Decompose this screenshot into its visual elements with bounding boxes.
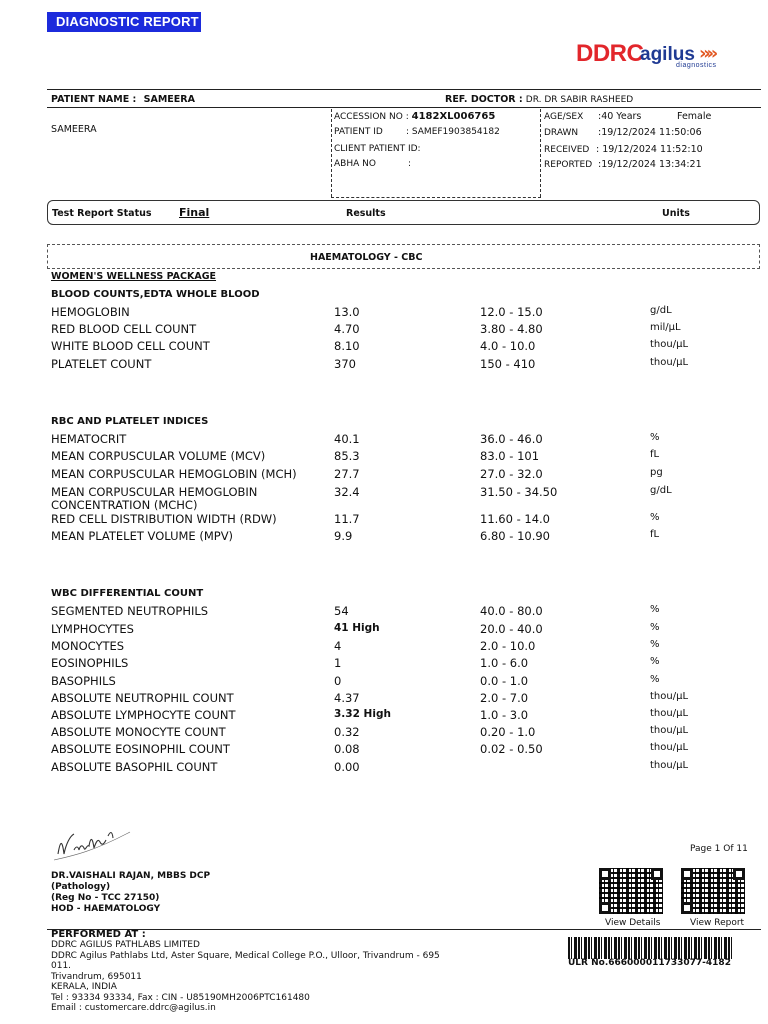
- reference-range: 20.0 - 40.0: [480, 622, 543, 636]
- reference-range: 0.20 - 1.0: [480, 725, 536, 739]
- patient-sub-name: SAMEERA: [51, 124, 97, 135]
- result-row: [51, 656, 751, 673]
- test-name: RED CELL DISTRIBUTION WIDTH (RDW): [51, 512, 277, 526]
- report-status-bar: [47, 200, 760, 225]
- test-name: BASOPHILS: [51, 674, 116, 688]
- lab-address-line: 011.: [51, 961, 72, 971]
- signatory-dept: (Pathology): [51, 882, 111, 892]
- result-row: [51, 432, 751, 449]
- result-row: [51, 467, 751, 484]
- lab-address-block: [51, 940, 440, 1014]
- result-row: [51, 485, 751, 515]
- age-sex-label: AGE/SEX: [544, 112, 584, 122]
- reference-range: 12.0 - 15.0: [480, 305, 543, 319]
- test-name: EOSINOPHILS: [51, 656, 129, 670]
- patient-name-row: [51, 94, 195, 105]
- patient-id-row: [334, 127, 500, 137]
- test-value: 0.08: [334, 742, 360, 756]
- group-title: BLOOD COUNTS,EDTA WHOLE BLOOD: [51, 289, 260, 300]
- result-row: [51, 725, 751, 742]
- test-unit: %: [650, 512, 660, 523]
- test-name: RED BLOOD CELL COUNT: [51, 322, 197, 336]
- test-value: 4.37: [334, 691, 360, 705]
- test-name: HEMOGLOBIN: [51, 305, 130, 319]
- test-unit: thou/µL: [650, 760, 689, 771]
- reference-range: 40.0 - 80.0: [480, 604, 543, 618]
- test-value: 11.7: [334, 512, 360, 526]
- signatory-role: HOD - HAEMATOLOGY: [51, 904, 161, 914]
- test-value: 4.70: [334, 322, 360, 336]
- test-value: 85.3: [334, 449, 360, 463]
- result-row: [51, 529, 751, 546]
- test-unit: g/dL: [650, 305, 672, 316]
- group-title: WBC DIFFERENTIAL COUNT: [51, 588, 204, 599]
- logo-chevron-icon: »»: [699, 43, 715, 64]
- signatory-name: DR.VAISHALI RAJAN, MBBS DCP: [51, 871, 211, 881]
- reference-range: 150 - 410: [480, 357, 536, 371]
- company-logo: [568, 40, 728, 74]
- test-name: MEAN CORPUSCULAR HEMOGLOBIN (MCH): [51, 467, 297, 481]
- page-number: Page 1 Of 11: [690, 844, 748, 854]
- footer-divider: [47, 929, 761, 930]
- test-name: MONOCYTES: [51, 639, 125, 653]
- test-value: 1: [334, 656, 342, 670]
- received-time: : 19/12/2024 11:52:10: [596, 144, 703, 155]
- info-divider-mid: [540, 109, 541, 197]
- units-header: Units: [662, 208, 690, 219]
- group-title: RBC AND PLATELET INDICES: [51, 416, 209, 427]
- ulr-number: ULR No.666000011733077-4182: [568, 958, 731, 968]
- result-row: [51, 674, 751, 691]
- test-name: PLATELET COUNT: [51, 357, 152, 371]
- test-name: MEAN CORPUSCULAR HEMOGLOBIN: [51, 485, 258, 499]
- client-id-label: CLIENT PATIENT ID:: [334, 144, 421, 154]
- performed-at-title: PERFORMED AT :: [51, 929, 146, 940]
- abha-label: ABHA NO: [334, 159, 376, 169]
- test-unit: %: [650, 639, 660, 650]
- ref-doctor-label: REF. DOCTOR :: [445, 94, 523, 105]
- result-row: [51, 691, 751, 708]
- accession-label: ACCESSION NO :: [334, 112, 409, 122]
- result-row: [51, 604, 751, 621]
- accession-number: 4182XL006765: [411, 111, 496, 122]
- logo-main-text: DDRC: [576, 40, 644, 67]
- reference-range: 1.0 - 3.0: [480, 708, 529, 722]
- section-heading-box: [47, 244, 760, 269]
- test-name: ABSOLUTE NEUTROPHIL COUNT: [51, 691, 234, 705]
- test-value: 8.10: [334, 339, 360, 353]
- result-row: [51, 760, 751, 777]
- patient-name: SAMEERA: [143, 94, 195, 105]
- view-report-qr-icon[interactable]: [681, 868, 745, 914]
- view-details-caption[interactable]: View Details: [605, 918, 661, 928]
- reference-range: 3.80 - 4.80: [480, 322, 543, 336]
- reference-range: 6.80 - 10.90: [480, 529, 550, 543]
- result-row: [51, 512, 751, 529]
- received-label: RECEIVED: [544, 145, 590, 155]
- patient-id-label: PATIENT ID: [334, 127, 383, 137]
- reference-range: 27.0 - 32.0: [480, 467, 543, 481]
- test-unit: pg: [650, 467, 663, 478]
- age-sex-row: [544, 111, 754, 122]
- patient-id: : SAMEF1903854182: [406, 127, 500, 137]
- abha-row: [334, 159, 412, 169]
- test-name: WHITE BLOOD CELL COUNT: [51, 339, 210, 353]
- test-value: 0.32: [334, 725, 360, 739]
- test-unit: fL: [650, 449, 660, 460]
- result-row: [51, 357, 751, 374]
- test-value: 9.9: [334, 529, 353, 543]
- reference-range: 0.02 - 0.50: [480, 742, 543, 756]
- test-name: ABSOLUTE EOSINOPHIL COUNT: [51, 742, 230, 756]
- test-value: 40.1: [334, 432, 360, 446]
- result-row: [51, 639, 751, 656]
- test-name: ABSOLUTE BASOPHIL COUNT: [51, 760, 218, 774]
- accession-row: [334, 111, 495, 122]
- lab-address-line: Trivandrum, 695011: [51, 971, 142, 982]
- result-row: [51, 449, 751, 466]
- lab-address-line: DDRC Agilus Pathlabs Ltd, Aster Square, Medical College P.O., Ulloor, Trivandrum - 695: [51, 950, 440, 961]
- result-row: [51, 708, 751, 725]
- reference-range: 11.60 - 14.0: [480, 512, 550, 526]
- reference-range: 2.0 - 7.0: [480, 691, 529, 705]
- abha-value: :: [408, 159, 412, 169]
- result-row: [51, 742, 751, 759]
- test-value: 0: [334, 674, 342, 688]
- test-unit: fL: [650, 529, 660, 540]
- test-unit: g/dL: [650, 485, 672, 496]
- header-divider: [47, 89, 761, 90]
- test-value-flagged: 3.32 High: [334, 708, 391, 720]
- test-value: 0.00: [334, 760, 360, 774]
- signature-image: [52, 824, 134, 868]
- test-unit: thou/µL: [650, 339, 689, 350]
- test-value: 4: [334, 639, 342, 653]
- view-details-qr-icon[interactable]: [599, 868, 663, 914]
- test-unit: mil/µL: [650, 322, 681, 333]
- test-value: 32.4: [334, 485, 360, 499]
- lab-address-line: Tel : 93334 93334, Fax : CIN - U85190MH2006PTC161480: [51, 992, 310, 1003]
- info-divider-bottom: [331, 197, 541, 198]
- reference-range: 83.0 - 101: [480, 449, 540, 463]
- ulr-barcode-icon: [568, 937, 734, 959]
- reference-range: 1.0 - 6.0: [480, 656, 529, 670]
- received-row: [544, 144, 754, 155]
- result-row: [51, 622, 751, 639]
- info-divider-left: [331, 109, 332, 197]
- ref-doctor: DR. DR SABIR RASHEED: [525, 95, 634, 105]
- reported-row: [544, 159, 754, 170]
- test-name: ABSOLUTE LYMPHOCYTE COUNT: [51, 708, 236, 722]
- status-value: Final: [179, 206, 210, 219]
- test-unit: %: [650, 432, 660, 443]
- test-unit: thou/µL: [650, 357, 689, 368]
- test-name: SEGMENTED NEUTROPHILS: [51, 604, 209, 618]
- drawn-label: DRAWN: [544, 128, 579, 138]
- lab-address-line: Email : customercare.ddrc@agilus.in: [51, 1003, 216, 1013]
- drawn-row: [544, 127, 754, 138]
- result-row: [51, 339, 751, 356]
- result-row: [51, 305, 751, 322]
- test-name: MEAN PLATELET VOLUME (MPV): [51, 529, 234, 543]
- lab-address-line: DDRC AGILUS PATHLABS LIMITED: [51, 940, 200, 950]
- reference-range: 4.0 - 10.0: [480, 339, 536, 353]
- test-unit: thou/µL: [650, 725, 689, 736]
- reference-range: 2.0 - 10.0: [480, 639, 536, 653]
- result-row: [51, 322, 751, 339]
- ref-doctor-row: [445, 94, 633, 105]
- test-name: LYMPHOCYTES: [51, 622, 134, 636]
- age: :40 Years: [598, 111, 642, 122]
- results-header: Results: [346, 208, 386, 219]
- logo-second-text: agilus: [640, 44, 695, 65]
- test-unit: thou/µL: [650, 742, 689, 753]
- package-title: WOMEN'S WELLNESS PACKAGE: [51, 271, 217, 282]
- status-label: Test Report Status: [52, 208, 152, 219]
- test-name-continued: CONCENTRATION (MCHC): [51, 498, 198, 512]
- test-value-flagged: 41 High: [334, 622, 380, 634]
- report-type-tag: DIAGNOSTIC REPORT: [47, 12, 201, 32]
- test-value: 27.7: [334, 467, 360, 481]
- reported-label: REPORTED: [544, 160, 593, 170]
- section-title: HAEMATOLOGY - CBC: [310, 252, 423, 263]
- test-name: ABSOLUTE MONOCYTE COUNT: [51, 725, 226, 739]
- signatory-block: [51, 871, 210, 915]
- test-unit: %: [650, 604, 660, 615]
- logo-sub-text: diagnostics: [676, 62, 717, 69]
- reference-range: 36.0 - 46.0: [480, 432, 543, 446]
- test-name: HEMATOCRIT: [51, 432, 127, 446]
- view-report-caption[interactable]: View Report: [690, 918, 745, 928]
- patient-name-label: PATIENT NAME :: [51, 94, 137, 105]
- sex: Female: [677, 111, 712, 122]
- test-name: MEAN CORPUSCULAR VOLUME (MCV): [51, 449, 266, 463]
- test-unit: %: [650, 674, 660, 685]
- test-value: 13.0: [334, 305, 360, 319]
- test-value: 54: [334, 604, 349, 618]
- patient-divider: [47, 107, 761, 108]
- reference-range: 0.0 - 1.0: [480, 674, 529, 688]
- test-value: 370: [334, 357, 356, 371]
- test-unit: %: [650, 656, 660, 667]
- test-unit: %: [650, 622, 660, 633]
- drawn-time: :19/12/2024 11:50:06: [598, 127, 702, 138]
- lab-address-line: KERALA, INDIA: [51, 982, 117, 992]
- test-unit: thou/µL: [650, 691, 689, 702]
- signatory-reg: (Reg No - TCC 27150): [51, 893, 160, 903]
- reported-time: :19/12/2024 13:34:21: [598, 159, 702, 170]
- reference-range: 31.50 - 34.50: [480, 485, 558, 499]
- test-unit: thou/µL: [650, 708, 689, 719]
